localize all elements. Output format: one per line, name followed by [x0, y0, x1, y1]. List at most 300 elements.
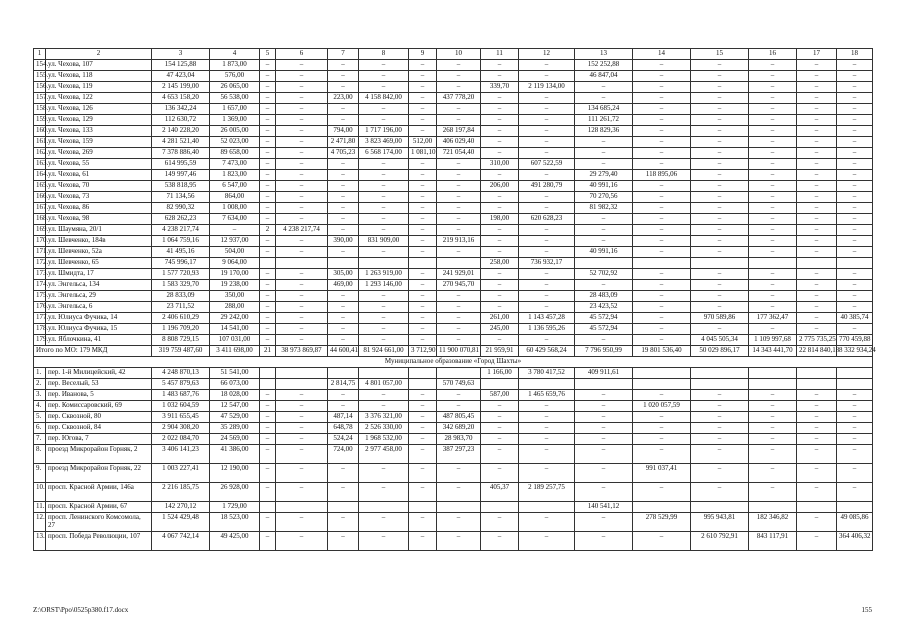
table-cell — [749, 258, 797, 269]
table-cell: 136 342,24 — [152, 104, 210, 115]
table-cell: – — [519, 104, 575, 115]
table-cell: 134 685,24 — [575, 104, 633, 115]
table-cell: – — [328, 60, 359, 71]
table-cell: – — [276, 93, 328, 104]
table-cell: – — [409, 401, 437, 412]
table-cell: – — [437, 192, 481, 203]
table-cell: – — [797, 236, 837, 247]
table-cell: пер. Комиссаровский, 69 — [46, 401, 152, 412]
table-cell: – — [328, 192, 359, 203]
table-cell: – — [481, 225, 519, 236]
table-cell: 1 081,10 — [409, 148, 437, 159]
table-cell: – — [575, 401, 633, 412]
table-cell: – — [276, 148, 328, 159]
column-number-header: 11 — [481, 49, 519, 60]
table-row — [34, 324, 873, 335]
table-cell: – — [481, 423, 519, 434]
table-cell: – — [409, 313, 437, 324]
table-cell: – — [260, 82, 276, 93]
table-cell: – — [749, 412, 797, 423]
table-cell: – — [481, 137, 519, 148]
table-cell: 350,00 — [210, 291, 260, 302]
table-cell: – — [359, 181, 409, 192]
table-cell: – — [797, 423, 837, 434]
table-cell: ул. Чехова, 107 — [46, 60, 152, 71]
table-cell: 387 297,23 — [437, 445, 481, 464]
table-cell: – — [837, 464, 873, 483]
table-row — [34, 71, 873, 82]
table-cell: – — [575, 335, 633, 346]
table-cell: 491 280,79 — [519, 181, 575, 192]
table-cell: – — [749, 291, 797, 302]
table-cell: – — [519, 280, 575, 291]
table-row — [34, 445, 873, 464]
table-cell: – — [519, 137, 575, 148]
table-cell: – — [749, 445, 797, 464]
table-cell — [749, 379, 797, 390]
table-cell: – — [633, 335, 691, 346]
table-cell: – — [837, 159, 873, 170]
table-cell: – — [749, 181, 797, 192]
table-cell: – — [691, 104, 749, 115]
table-cell: 278 529,99 — [633, 513, 691, 532]
table-cell: 648,78 — [328, 423, 359, 434]
table-cell: – — [260, 445, 276, 464]
table-row — [34, 269, 873, 280]
table-cell: – — [437, 159, 481, 170]
table-cell: – — [749, 390, 797, 401]
table-cell: – — [276, 126, 328, 137]
table-cell: 6. — [34, 423, 46, 434]
table-cell: – — [328, 324, 359, 335]
table-cell: – — [481, 464, 519, 483]
table-cell — [691, 379, 749, 390]
table-cell: 721 054,40 — [437, 148, 481, 159]
table-row — [34, 464, 873, 483]
table-cell: – — [260, 423, 276, 434]
table-cell: 270 945,70 — [437, 280, 481, 291]
table-cell: – — [633, 71, 691, 82]
table-cell — [519, 502, 575, 513]
table-cell: – — [519, 60, 575, 71]
table-cell: – — [409, 390, 437, 401]
column-number-header: 7 — [328, 49, 359, 60]
table-cell: – — [691, 401, 749, 412]
table-cell: – — [749, 82, 797, 93]
table-cell: 174. — [34, 280, 46, 291]
table-cell: 2. — [34, 379, 46, 390]
table-cell — [260, 368, 276, 379]
table-cell: – — [837, 401, 873, 412]
table-cell: – — [691, 324, 749, 335]
table-row — [34, 203, 873, 214]
table-cell: – — [837, 203, 873, 214]
table-cell: ул. Энгельса, 134 — [46, 280, 152, 291]
table-cell: 28 483,09 — [575, 291, 633, 302]
table-cell: – — [328, 302, 359, 313]
table-cell: 1 196 709,20 — [152, 324, 210, 335]
table-cell: 1 020 057,59 — [633, 401, 691, 412]
table-row — [34, 192, 873, 203]
table-cell: – — [691, 390, 749, 401]
table-cell: 44 600,41 — [328, 346, 359, 357]
table-cell: – — [837, 291, 873, 302]
table-cell: 864,00 — [210, 192, 260, 203]
table-cell: 47 423,04 — [152, 71, 210, 82]
table-cell: – — [633, 390, 691, 401]
table-cell: 162. — [34, 148, 46, 159]
table-cell: – — [260, 434, 276, 445]
table-cell: – — [797, 71, 837, 82]
table-cell: – — [519, 203, 575, 214]
table-cell: 13. — [34, 532, 46, 551]
table-cell: пер. Сквозной, 80 — [46, 412, 152, 423]
table-cell: 29 242,00 — [210, 313, 260, 324]
table-cell: – — [276, 291, 328, 302]
table-cell: – — [359, 513, 409, 532]
table-cell: – — [359, 225, 409, 236]
table-cell — [481, 502, 519, 513]
table-cell: 245,00 — [481, 324, 519, 335]
table-cell: 2 145 199,00 — [152, 82, 210, 93]
table-cell: – — [633, 203, 691, 214]
table-cell: 587,00 — [481, 390, 519, 401]
table-cell: – — [437, 291, 481, 302]
table-cell: – — [276, 513, 328, 532]
table-cell: – — [260, 464, 276, 483]
table-cell: – — [359, 214, 409, 225]
table-cell: – — [359, 313, 409, 324]
table-cell: – — [519, 115, 575, 126]
table-cell: проезд Микрорайон Горняк, 22 — [46, 464, 152, 483]
table-cell: – — [797, 93, 837, 104]
table-cell — [481, 379, 519, 390]
table-cell: – — [260, 291, 276, 302]
table-cell: – — [749, 401, 797, 412]
table-cell: 29 279,40 — [575, 170, 633, 181]
column-number-header: 17 — [797, 49, 837, 60]
table-cell: – — [276, 104, 328, 115]
table-cell: – — [359, 203, 409, 214]
table-cell: – — [260, 483, 276, 502]
table-cell: 736 932,17 — [519, 258, 575, 269]
table-cell: – — [837, 71, 873, 82]
table-cell: 219 913,16 — [437, 236, 481, 247]
table-cell: ул. Шаумяна, 20/1 — [46, 225, 152, 236]
table-row — [34, 368, 873, 379]
table-cell: – — [437, 313, 481, 324]
table-cell: 305,00 — [328, 269, 359, 280]
table-cell: – — [837, 390, 873, 401]
table-cell: – — [749, 236, 797, 247]
table-cell: пер. Веселый, 53 — [46, 379, 152, 390]
table-cell: – — [328, 115, 359, 126]
table-cell: 620 628,23 — [519, 214, 575, 225]
table-cell: – — [328, 104, 359, 115]
table-cell: 107 031,00 — [210, 335, 260, 346]
table-cell: – — [260, 236, 276, 247]
table-cell: просп. Красной Армии, 146а — [46, 483, 152, 502]
table-cell: – — [276, 181, 328, 192]
table-cell: – — [437, 483, 481, 502]
table-cell — [409, 502, 437, 513]
table-cell: 152 252,88 — [575, 60, 633, 71]
table-cell — [276, 368, 328, 379]
table-cell — [328, 368, 359, 379]
table-cell: – — [749, 170, 797, 181]
table-cell: – — [359, 483, 409, 502]
table-cell: – — [691, 159, 749, 170]
table-cell: – — [260, 203, 276, 214]
table-cell: 319 759 487,60 — [152, 346, 210, 357]
table-cell: – — [481, 247, 519, 258]
table-cell: ул. Чехова, 55 — [46, 159, 152, 170]
table-cell: – — [276, 313, 328, 324]
table-cell: – — [276, 445, 328, 464]
table-cell: – — [797, 302, 837, 313]
table-cell: 164. — [34, 170, 46, 181]
table-cell: 538 818,95 — [152, 181, 210, 192]
table-cell — [575, 379, 633, 390]
table-cell: 169. — [34, 225, 46, 236]
table-cell: – — [481, 280, 519, 291]
table-cell: 41 386,00 — [210, 445, 260, 464]
table-cell: – — [519, 170, 575, 181]
table-cell: 469,00 — [328, 280, 359, 291]
table-cell: – — [437, 513, 481, 532]
table-cell: 991 037,41 — [633, 464, 691, 483]
table-row — [34, 170, 873, 181]
table-cell: – — [409, 335, 437, 346]
table-row — [34, 115, 873, 126]
table-cell: 745 996,17 — [152, 258, 210, 269]
table-cell: – — [837, 137, 873, 148]
table-cell: ул. Энгельса, 29 — [46, 291, 152, 302]
table-cell: 4 801 057,00 — [359, 379, 409, 390]
table-cell: – — [276, 71, 328, 82]
table-cell: – — [837, 247, 873, 258]
table-cell: – — [691, 445, 749, 464]
table-cell: 23 423,52 — [575, 302, 633, 313]
table-row — [34, 93, 873, 104]
table-cell: – — [437, 324, 481, 335]
table-cell: – — [797, 82, 837, 93]
table-cell: – — [260, 137, 276, 148]
table-cell: – — [691, 148, 749, 159]
table-cell: 5. — [34, 412, 46, 423]
table-cell — [691, 502, 749, 513]
table-cell: – — [519, 513, 575, 532]
table-row — [34, 483, 873, 502]
table-cell: – — [575, 434, 633, 445]
table-cell: 198,00 — [481, 214, 519, 225]
table-cell: – — [691, 434, 749, 445]
table-cell: – — [328, 464, 359, 483]
table-cell: 26 065,00 — [210, 82, 260, 93]
table-cell: – — [409, 60, 437, 71]
table-cell: – — [519, 532, 575, 551]
table-cell: 111 261,72 — [575, 115, 633, 126]
table-cell: просп. Красной Армии, 67 — [46, 502, 152, 513]
table-cell: 3 376 321,00 — [359, 412, 409, 423]
table-cell: – — [276, 203, 328, 214]
table-cell: 175. — [34, 291, 46, 302]
table-cell: – — [749, 71, 797, 82]
table-cell: 52 702,92 — [575, 269, 633, 280]
table-cell: 70 270,56 — [575, 192, 633, 203]
table-cell: 7. — [34, 434, 46, 445]
table-cell: – — [749, 302, 797, 313]
table-cell: – — [797, 159, 837, 170]
table-cell: – — [437, 532, 481, 551]
table-cell: 3 712,90 — [409, 346, 437, 357]
table-cell: 288,00 — [210, 302, 260, 313]
section-title-row — [34, 357, 873, 368]
table-cell: – — [691, 464, 749, 483]
table-cell: – — [749, 93, 797, 104]
table-cell: 7 796 950,99 — [575, 346, 633, 357]
table-cell — [409, 258, 437, 269]
table-cell: 4 067 742,14 — [152, 532, 210, 551]
table-cell: – — [797, 390, 837, 401]
table-cell: – — [437, 104, 481, 115]
table-cell: 5 457 879,63 — [152, 379, 210, 390]
table-cell: ул. Шевченко, 52а — [46, 247, 152, 258]
column-number-header: 3 — [152, 49, 210, 60]
table-cell — [797, 502, 837, 513]
table-cell: – — [409, 192, 437, 203]
table-cell: – — [691, 170, 749, 181]
table-cell: 14 343 441,70 — [749, 346, 797, 357]
table-cell: – — [519, 236, 575, 247]
table-cell: 3 823 469,00 — [359, 137, 409, 148]
table-cell: – — [691, 269, 749, 280]
table-cell: 1 064 759,16 — [152, 236, 210, 247]
table-cell: – — [481, 93, 519, 104]
table-cell: – — [437, 401, 481, 412]
table-cell: 2 — [260, 225, 276, 236]
table-cell: – — [481, 335, 519, 346]
table-cell: ул. Чехова, 73 — [46, 192, 152, 203]
table-cell: 128 829,36 — [575, 126, 633, 137]
table-cell: – — [359, 82, 409, 93]
table-cell: – — [633, 159, 691, 170]
table-cell: – — [276, 82, 328, 93]
table-cell: – — [633, 60, 691, 71]
table-cell: – — [797, 483, 837, 502]
table-cell: – — [797, 532, 837, 551]
table-cell: 7 378 886,40 — [152, 148, 210, 159]
table-cell: – — [409, 280, 437, 291]
table-cell: 66 073,00 — [210, 379, 260, 390]
table-cell: – — [276, 464, 328, 483]
table-cell: – — [691, 423, 749, 434]
table-cell: 14 541,00 — [210, 324, 260, 335]
table-cell: – — [519, 445, 575, 464]
table-cell: – — [797, 269, 837, 280]
table-cell: 19 170,00 — [210, 269, 260, 280]
table-cell: – — [575, 214, 633, 225]
table-cell: 223,00 — [328, 93, 359, 104]
table-cell: – — [437, 82, 481, 93]
table-cell: – — [797, 137, 837, 148]
table-cell: 2 471,80 — [328, 137, 359, 148]
table-cell: – — [409, 214, 437, 225]
table-cell: 607 522,59 — [519, 159, 575, 170]
table-cell: – — [633, 236, 691, 247]
table-cell: – — [837, 423, 873, 434]
table-cell: – — [633, 280, 691, 291]
table-cell: – — [328, 82, 359, 93]
table-cell: 4 705,23 — [328, 148, 359, 159]
table-cell: 6 568 174,00 — [359, 148, 409, 159]
table-cell: – — [359, 71, 409, 82]
table-cell: – — [749, 192, 797, 203]
table-cell: 21 959,91 — [481, 346, 519, 357]
table-row — [34, 302, 873, 313]
column-number-header: 15 — [691, 49, 749, 60]
table-cell: – — [797, 104, 837, 115]
table-row — [34, 390, 873, 401]
table-cell: – — [481, 236, 519, 247]
table-cell: – — [276, 401, 328, 412]
table-cell: – — [749, 434, 797, 445]
table-cell — [837, 502, 873, 513]
table-cell: – — [575, 159, 633, 170]
table-cell: 18 523,00 — [210, 513, 260, 532]
table-cell: – — [519, 423, 575, 434]
table-cell: – — [359, 247, 409, 258]
table-cell: 2 526 330,00 — [359, 423, 409, 434]
table-cell: – — [633, 291, 691, 302]
table-cell: – — [797, 126, 837, 137]
table-cell: – — [409, 181, 437, 192]
table-cell: 406 029,40 — [437, 137, 481, 148]
table-cell: 342 689,20 — [437, 423, 481, 434]
table-cell: – — [328, 214, 359, 225]
table-cell: 831 909,00 — [359, 236, 409, 247]
table-cell: – — [837, 170, 873, 181]
table-cell: 1 166,00 — [481, 368, 519, 379]
table-cell: – — [481, 434, 519, 445]
table-cell: – — [837, 60, 873, 71]
table-cell: – — [359, 192, 409, 203]
table-cell: 1 263 919,00 — [359, 269, 409, 280]
table-cell: 170. — [34, 236, 46, 247]
table-cell: – — [749, 126, 797, 137]
table-cell: – — [837, 445, 873, 464]
table-cell: – — [328, 483, 359, 502]
table-cell: – — [481, 126, 519, 137]
register-table — [33, 48, 876, 551]
table-cell: – — [633, 483, 691, 502]
table-cell — [633, 379, 691, 390]
table-cell — [328, 502, 359, 513]
table-cell: 339,70 — [481, 82, 519, 93]
table-cell: 2 977 458,00 — [359, 445, 409, 464]
table-cell: 172. — [34, 258, 46, 269]
table-cell: – — [359, 170, 409, 181]
table-cell: ул. Чехова, 86 — [46, 203, 152, 214]
table-cell: – — [691, 291, 749, 302]
table-cell: 26 005,00 — [210, 126, 260, 137]
column-number-header: 13 — [575, 49, 633, 60]
table-cell — [359, 368, 409, 379]
table-cell: 60 429 568,24 — [519, 346, 575, 357]
table-cell: – — [797, 225, 837, 236]
table-cell: 310,00 — [481, 159, 519, 170]
table-cell: 18 028,00 — [210, 390, 260, 401]
